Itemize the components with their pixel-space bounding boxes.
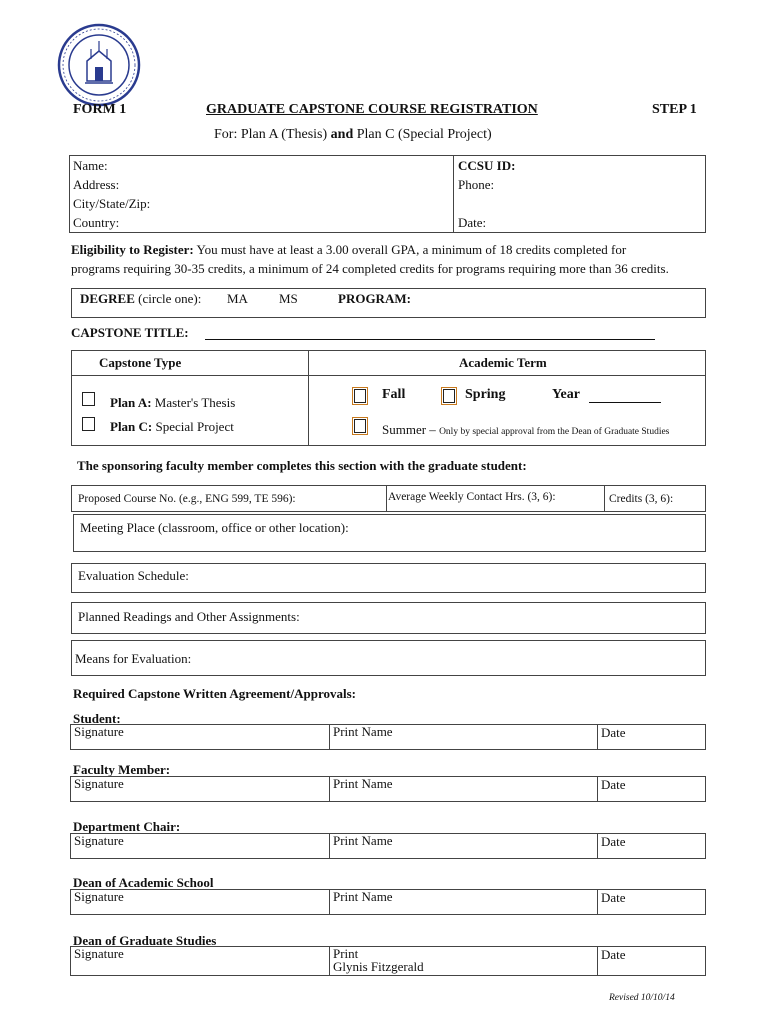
dean-grad-heading: Dean of Graduate Studies — [73, 933, 217, 948]
degree-label-bold: DEGREE — [80, 291, 135, 306]
planned-readings-label: Planned Readings and Other Assignments: — [78, 609, 300, 624]
plan-a-bold: Plan A: — [110, 395, 152, 410]
eligibility-line-2: programs requiring 30-35 credits, a minimum of 24 completed credits for programs requiring more than 36 credits. — [71, 261, 669, 276]
capstone-title-label: CAPSTONE TITLE: — [71, 325, 189, 340]
faculty-date-field[interactable]: Date — [597, 777, 626, 801]
city-state-zip-field[interactable]: City/State/Zip: — [73, 196, 151, 211]
page-title: GRADUATE CAPSTONE COURSE REGISTRATION — [206, 102, 538, 117]
year-input[interactable] — [589, 389, 661, 403]
program-field[interactable]: PROGRAM: — [338, 291, 411, 306]
dean-grad-print-name-field[interactable] — [329, 947, 424, 975]
evaluation-schedule-label: Evaluation Schedule: — [78, 568, 189, 583]
evaluation-schedule-field[interactable] — [71, 563, 706, 593]
plan-c-text: Special Project — [152, 419, 234, 434]
dean-school-date-field[interactable]: Date — [597, 890, 626, 914]
chair-print-name-field[interactable]: Print Name — [329, 834, 393, 858]
country-field[interactable]: Country: — [73, 215, 120, 230]
capstone-type-header: Capstone Type — [99, 355, 182, 370]
degree-label — [80, 291, 201, 307]
credits-field[interactable]: Credits (3, 6): — [609, 493, 674, 505]
address-field[interactable]: Address: — [73, 177, 120, 192]
dean-grad-date-field[interactable]: Date — [597, 947, 626, 975]
fall-checkbox[interactable] — [352, 387, 368, 405]
plan-c-label — [110, 419, 234, 435]
step-label: STEP 1 — [652, 102, 697, 117]
faculty-signature-field[interactable]: Signature — [74, 776, 124, 791]
student-date-field[interactable]: Date — [597, 725, 626, 749]
summer-text: Summer – — [382, 422, 436, 437]
meeting-place-label: Meeting Place (classroom, office or other location): — [80, 520, 349, 535]
form-number: FORM 1 — [73, 102, 127, 117]
means-evaluation-field[interactable] — [71, 640, 706, 676]
chair-signature-row — [70, 833, 706, 859]
capstone-table — [71, 350, 706, 446]
table-column-divider — [308, 351, 309, 445]
student-signature-row — [70, 724, 706, 750]
info-divider — [453, 156, 454, 232]
dean-grad-signature-row — [70, 946, 706, 976]
contact-hours-field[interactable]: Average Weekly Contact Hrs. (3, 6): — [388, 491, 556, 503]
date-field[interactable]: Date: — [458, 215, 487, 230]
chair-heading: Department Chair: — [73, 819, 181, 834]
fall-label: Fall — [382, 387, 406, 402]
dean-grad-signature-field[interactable]: Signature — [74, 946, 124, 961]
subtitle-pre: For: Plan A (Thesis) — [214, 127, 331, 142]
proposed-course-field[interactable]: Proposed Course No. (e.g., ENG 599, TE 596): — [78, 493, 296, 505]
chair-signature-field[interactable]: Signature — [74, 833, 124, 848]
chair-date-field[interactable]: Date — [597, 834, 626, 858]
faculty-print-name-field[interactable]: Print Name — [329, 777, 393, 801]
academic-term-header: Academic Term — [459, 355, 547, 370]
spring-label: Spring — [465, 387, 506, 402]
revised-date: Revised 10/10/14 — [609, 993, 675, 1003]
dean-grad-name: Glynis Fitzgerald — [333, 959, 424, 974]
degree-box — [71, 288, 706, 318]
plan-c-bold: Plan C: — [110, 419, 153, 434]
faculty-heading: Faculty Member: — [73, 762, 171, 777]
dean-school-signature-field[interactable]: Signature — [74, 889, 124, 904]
summer-label — [382, 422, 669, 438]
degree-hint: (circle one): — [134, 291, 202, 306]
dean-grad-print-label: Print — [333, 946, 359, 961]
capstone-title-input[interactable] — [205, 326, 655, 340]
dean-school-heading: Dean of Academic School — [73, 875, 214, 890]
subtitle-post: Plan C (Special Project) — [353, 127, 492, 142]
university-seal-logo — [57, 23, 141, 107]
student-signature-field[interactable]: Signature — [74, 724, 124, 739]
year-label: Year — [552, 387, 580, 402]
course-info-row — [71, 485, 706, 512]
course-divider-1 — [386, 486, 387, 511]
planned-readings-field[interactable] — [71, 602, 706, 634]
plan-c-checkbox[interactable] — [82, 417, 95, 431]
plan-a-text: Master's Thesis — [151, 395, 236, 410]
dean-school-signature-row — [70, 889, 706, 915]
dean-school-print-name-field[interactable]: Print Name — [329, 890, 393, 914]
degree-option-ms[interactable]: MS — [279, 291, 298, 306]
eligibility-text-1: You must have at least a 3.00 overall GPA, a minimum of 18 credits completed for — [193, 242, 627, 257]
faculty-section-intro: The sponsoring faculty member completes this section with the graduate student: — [77, 458, 527, 473]
eligibility-lead: Eligibility to Register: — [71, 242, 194, 257]
summer-checkbox[interactable] — [352, 417, 368, 435]
phone-field[interactable]: Phone: — [458, 177, 495, 192]
faculty-signature-row — [70, 776, 706, 802]
meeting-place-field[interactable] — [73, 514, 706, 552]
summer-note: Only by special approval from the Dean of Graduate Studies — [439, 427, 670, 437]
degree-option-ma[interactable]: MA — [227, 291, 248, 306]
student-heading: Student: — [73, 711, 121, 726]
ccsu-id-field[interactable]: CCSU ID: — [458, 158, 516, 173]
plan-a-checkbox[interactable] — [82, 392, 95, 406]
student-info-box — [69, 155, 706, 233]
approvals-heading: Required Capstone Written Agreement/Approvals: — [73, 686, 356, 701]
plan-a-label — [110, 395, 235, 411]
student-print-name-field[interactable]: Print Name — [329, 725, 393, 749]
course-divider-2 — [604, 486, 605, 511]
name-field[interactable]: Name: — [73, 158, 108, 173]
table-header-divider — [72, 375, 705, 376]
eligibility-line-1 — [71, 242, 626, 258]
form-subtitle — [214, 127, 492, 143]
means-evaluation-label: Means for Evaluation: — [75, 651, 192, 666]
spring-checkbox[interactable] — [441, 387, 457, 405]
subtitle-and: and — [330, 127, 354, 142]
